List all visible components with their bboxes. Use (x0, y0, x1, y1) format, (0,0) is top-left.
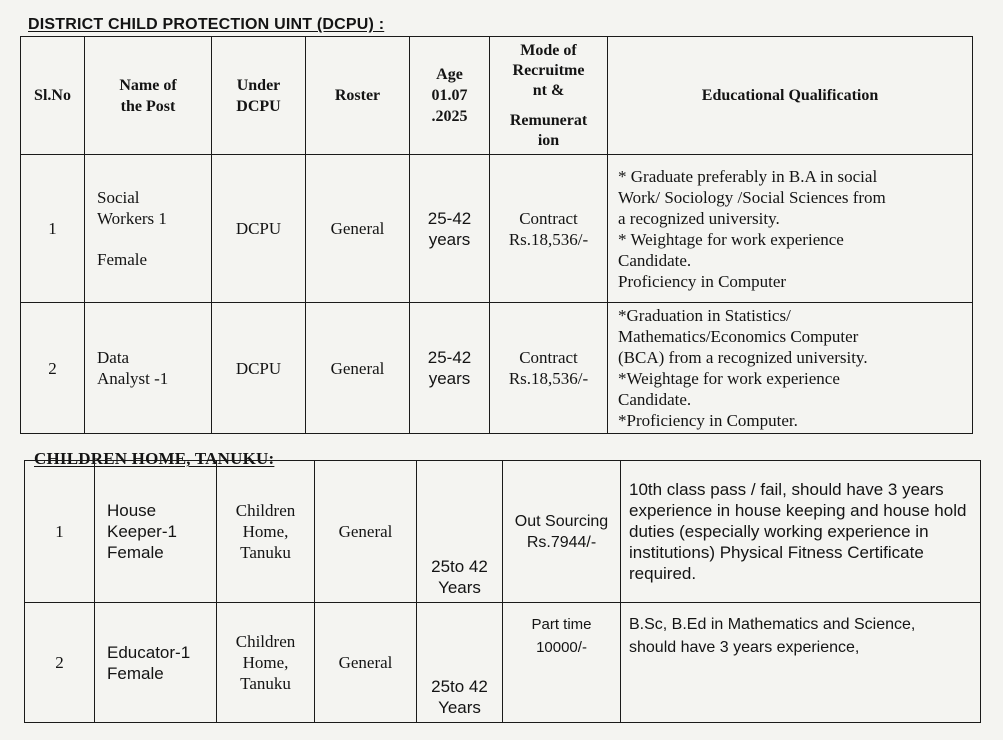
mode-line: Contract (519, 348, 578, 367)
post-line: Female (97, 250, 148, 269)
under-line: Tanuku (240, 674, 291, 693)
table-row (21, 155, 973, 303)
age-line: Years (438, 698, 481, 717)
qualification-line: 10th class pass / fail, should have 3 years (629, 480, 944, 499)
qualification-cell (608, 303, 973, 434)
children-home-table (24, 460, 981, 723)
roster-cell: General (315, 603, 417, 723)
age-cell (410, 155, 490, 303)
header-qualification: Educational Qualification (608, 37, 973, 155)
dcpu-section-title: DISTRICT CHILD PROTECTION UINT (DCPU) : (28, 16, 385, 33)
table-row (25, 603, 981, 723)
qualification-cell (621, 461, 981, 603)
under-line: Children (235, 632, 296, 651)
header-under-line: Under (236, 76, 281, 94)
mode-line: Contract (519, 208, 578, 228)
qualification-line: required. (629, 564, 697, 583)
header-roster: Roster (306, 37, 410, 155)
children-home-section-title: CHILDREN HOME, TANUKU: (34, 449, 275, 468)
age-line: 25-42 (427, 208, 472, 228)
header-age-line: .2025 (431, 108, 468, 125)
mode-line: Rs.18,536/- (508, 229, 589, 249)
header-post-line: the Post (120, 97, 176, 115)
qualification-cell (621, 603, 981, 723)
mode-line: Part time (531, 616, 592, 633)
under-cell: DCPU (212, 155, 306, 303)
mode-cell (490, 155, 608, 303)
age-line: years (428, 369, 471, 388)
qualification-line: should have 3 years experience, (629, 639, 860, 656)
table-row (25, 461, 981, 603)
qualification-line: Proficiency in Computer (618, 271, 787, 291)
table-row (21, 303, 973, 434)
age-line: 25to 42 (431, 557, 488, 576)
mode-cell (503, 461, 621, 603)
roster-cell: General (315, 461, 417, 603)
dcpu-table (20, 36, 973, 434)
post-line: Keeper-1 (107, 522, 177, 541)
qualification-line: B.Sc, B.Ed in Mathematics and Science, (629, 616, 916, 633)
header-under (212, 37, 306, 155)
sl-no-cell: 2 (25, 603, 95, 723)
age-line: Years (438, 578, 481, 597)
dcpu-header-row (21, 37, 973, 155)
age-cell (410, 303, 490, 434)
header-mode-line: Remunerat (509, 111, 588, 129)
age-cell (417, 603, 503, 723)
mode-line: 10000/- (536, 639, 587, 656)
header-mode-line: ion (537, 131, 560, 149)
post-line: Social (97, 188, 140, 207)
post-line: House (107, 501, 157, 520)
header-age-line: 01.07 (431, 87, 468, 104)
qualification-line: * Graduate preferably in B.A in social (618, 166, 878, 186)
qualification-cell (608, 155, 973, 303)
header-sl-no: Sl.No (21, 37, 85, 155)
mode-cell (490, 303, 608, 434)
qualification-line: *Weightage for work experience (618, 369, 840, 388)
qualification-line: Work/ Sociology /Social Sciences from (618, 187, 886, 207)
header-post-line: Name of (119, 76, 177, 94)
qualification-line: * Weightage for work experience (618, 229, 844, 249)
header-under-line: DCPU (236, 97, 281, 115)
qualification-line: Candidate. (618, 390, 692, 409)
mode-line: Rs.7944/- (526, 533, 597, 551)
age-line: 25to 42 (431, 677, 488, 696)
header-mode (490, 37, 608, 155)
mode-line: Out Sourcing (514, 512, 609, 530)
sl-no-cell: 1 (25, 461, 95, 603)
post-line: Educator-1 (107, 642, 191, 662)
header-mode-line: nt & (532, 81, 565, 99)
post-line: Analyst -1 (97, 369, 169, 388)
post-name-cell (95, 461, 217, 603)
header-age (410, 37, 490, 155)
under-line: Home, (242, 522, 289, 541)
post-line: Female (107, 543, 164, 562)
age-cell (417, 461, 503, 603)
mode-line: Rs.18,536/- (508, 369, 589, 388)
post-line: Female (107, 663, 164, 683)
under-line: Children (235, 501, 296, 520)
age-line: years (428, 229, 471, 249)
roster-cell: General (306, 303, 410, 434)
qualification-line: experience in house keeping and house hold (629, 501, 967, 520)
qualification-line: Candidate. (618, 250, 692, 270)
post-name-cell (95, 603, 217, 723)
header-mode-line: Mode of (520, 41, 577, 59)
qualification-line: *Graduation in Statistics/ (618, 306, 791, 325)
qualification-line: institutions) Physical Fitness Certificate (629, 543, 924, 562)
header-mode-line: Recruitme (512, 61, 585, 79)
qualification-line: *Proficiency in Computer. (618, 411, 798, 430)
under-line: Tanuku (240, 543, 291, 562)
qualification-line: (BCA) from a recognized university. (618, 348, 868, 367)
under-cell: DCPU (212, 303, 306, 434)
under-cell (217, 603, 315, 723)
roster-cell: General (306, 155, 410, 303)
age-line: 25-42 (427, 348, 472, 367)
qualification-line: a recognized university. (618, 208, 780, 228)
header-post-name (85, 37, 212, 155)
qualification-line: duties (especially working experience in (629, 522, 929, 541)
post-line: Workers 1 (97, 209, 167, 228)
under-cell (217, 461, 315, 603)
post-name-cell (85, 155, 212, 303)
sl-no-cell: 2 (21, 303, 85, 434)
post-name-cell (85, 303, 212, 434)
under-line: Home, (242, 653, 289, 672)
sl-no-cell: 1 (21, 155, 85, 303)
post-line: Data (97, 348, 130, 367)
qualification-line: Mathematics/Economics Computer (618, 327, 859, 346)
header-age-line: Age (436, 66, 463, 83)
mode-cell (503, 603, 621, 723)
